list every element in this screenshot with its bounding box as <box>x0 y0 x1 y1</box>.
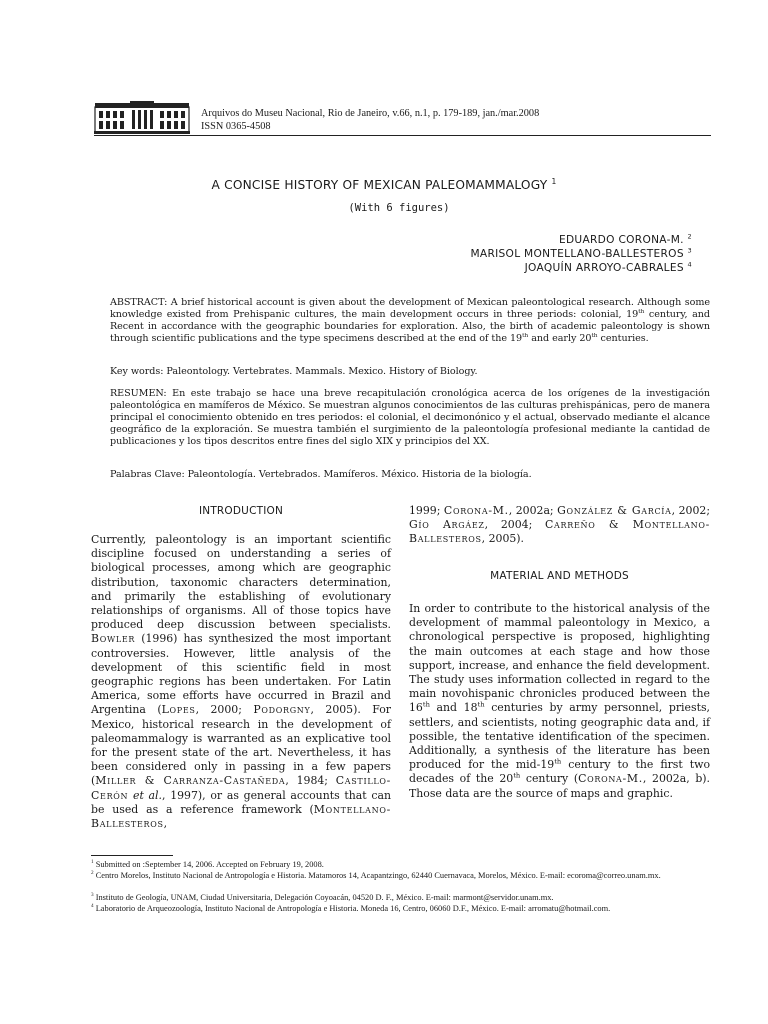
introduction-text-continued: 1999; Corona-M., 2002a; González & García, 2002; Gío Argáez, 2004; Carreño & Montellano-Ballesteros, 2005). <box>409 504 710 546</box>
author-line: MARISOL MONTELLANO-BALLESTEROS $^3$ <box>470 246 692 260</box>
paper-title: A CONCISE HISTORY OF MEXICAN PALEOMAMMALOGY $^1$ <box>211 176 557 192</box>
abstract-keywords: Key words: Paleontology. Vertebrates. Mammals. Mexico. History of Biology. <box>110 366 478 377</box>
introduction-heading: INTRODUCTION <box>198 505 284 517</box>
footnote-rule <box>91 855 173 856</box>
footnote: $^3$ Instituto de Geología, UNAM, Ciudad Universitaria, Delegación Coyoacán, 04520 D. F., México. E-mail: marmont@servidor.unam.mx. <box>91 892 554 902</box>
museum-logo-icon <box>94 101 190 135</box>
figures-note: (With 6 figures) <box>348 202 450 214</box>
methods-heading: MATERIAL AND METHODS <box>490 570 629 582</box>
journal-line: Arquivos do Museu Nacional, Rio de Janeiro, v.66, n.1, p. 179-189, jan./mar.2008 <box>201 108 540 119</box>
abstract: ABSTRACT: A brief historical account is given about the development of Mexican paleontological research. Although some knowledge existed from Prehispanic cultures, the main development occurs in three periods: colonial, 19th century, and Recent in accordance with the geographic boundaries for exploration. Also, the birth of academic paleontology is shown through scientific publications and the type specimens described at the end of the 19th and early 20th centuries. <box>110 297 710 345</box>
resumen-keywords: Palabras Clave: Paleontología. Vertebrados. Mamíferos. México. Historia de la biología. <box>110 469 532 480</box>
journal-citation <box>201 108 539 133</box>
introduction-text: Currently, paleontology is an important scientific discipline focused on understanding a series of biological processes, among which are geographic distribution, taxonomic characters determination, and primarily the establishing of evolutionary relationships of organisms. All of those topics have produced deep discussion between specialists. Bowler (1996) has synthesized the most important controversies. However, little analysis of the development of this scientific field in most geographic regions has been undertaken. For Latin America, some efforts have occurred in Brazil and Argentina (Lopes, 2000; Podorgny, 2005). For Mexico, historical research in the development of paleomammalogy is warranted as an explicative tool for the present state of the art. Nevertheless, it has been considered only in passing in a few papers (Miller & Carranza-Castañeda, 1984; Castillo-Cerón et al., 1997), or as general accounts that can be used as a reference framework (Montellano-Ballesteros, <box>91 533 391 831</box>
author-line: EDUARDO CORONA-M. $^2$ <box>558 232 692 246</box>
header-rule <box>94 135 711 136</box>
footnote: $^2$ Centro Morelos, Instituto Nacional de Antropología e Historia. Matamoros 14, Acapantzingo, 62440 Cuernavaca, Morelos, México. E-mail: ecoroma@correo.unam.mx. <box>91 870 661 880</box>
resumen: RESUMEN: En este trabajo se hace una breve recapitulación cronológica acerca de los orígenes de la investigación paleontológica en mamíferos de México. Se muestran algunos conocimientos de las culturas prehispánicas, pero de manera principal el conocimiento obtenido en tres periodos: el colonial, el decimonónico y el actual, observado mediante el alcance geográfico de la exploración. Se muestra también el surgimiento de la paleontología profesional mediante la cantidad de publicaciones y los tipos descritos entre fines del siglo XIX y principios del XX. <box>110 388 710 448</box>
author-line: JOAQUÍN ARROYO-CABRALES $^4$ <box>524 260 692 274</box>
footnote: $^4$ Laboratorio de Arqueozoología, Instituto Nacional de Antropología e Historia. Moneda 16, Centro, 06060 D.F., México. E-mail: arromatu@hotmail.com. <box>91 903 611 913</box>
footnote: $^1$ Submitted on :September 14, 2006. Accepted on February 19, 2008. <box>91 859 324 869</box>
methods-text: In order to contribute to the historical analysis of the development of mammal paleontology in Mexico, a chronological perspective is proposed, highlighting the main outcomes at each stage and how those support, increase, and enhance the field development. The study uses information collected in regard to the main novohispanic chronicles produced between the 16th and 18th centuries by army personnel, priests, settlers, and scientists, noting geographic data and, if possible, the tentative identification of the specimen. Additionally, a synthesis of the literature has been produced for the mid-19th century to the first two decades of the 20th century (Corona-M., 2002a, b). Those data are the source of maps and graphic. <box>409 602 711 800</box>
issn-line: ISSN 0365-4508 <box>201 120 271 132</box>
